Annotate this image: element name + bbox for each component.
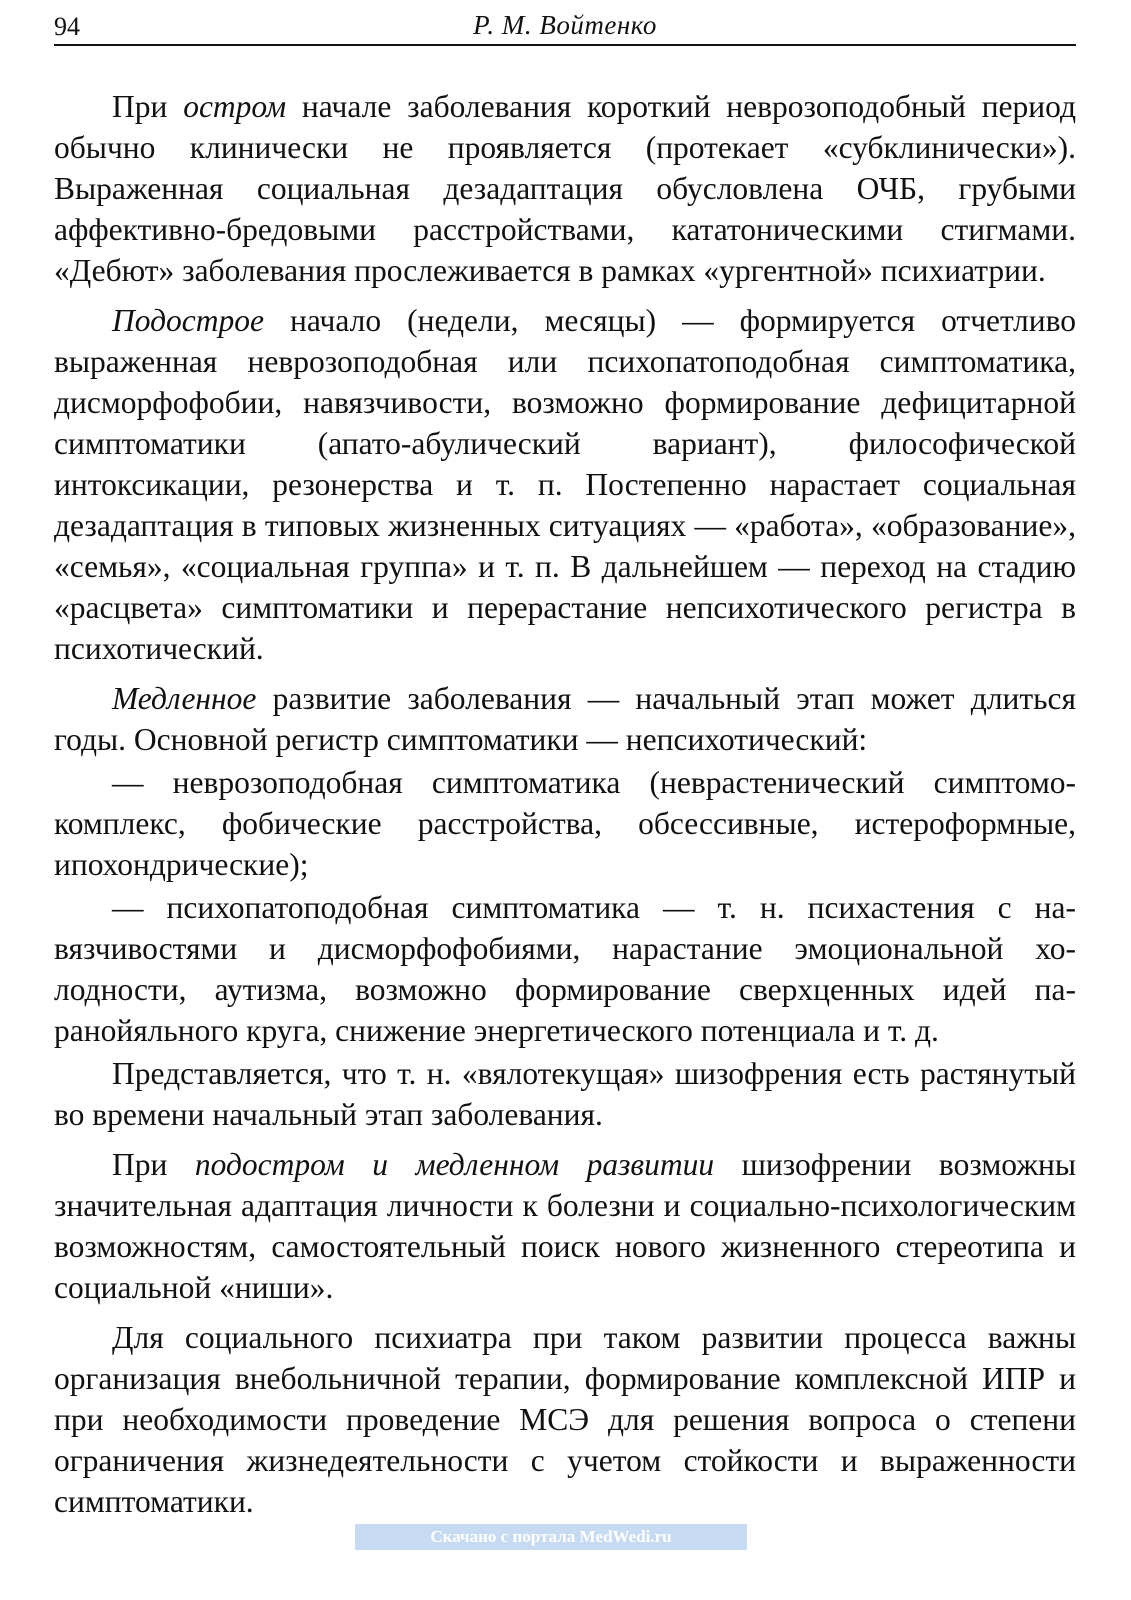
text-run: Для социального психиатра при таком развитии процесса важны организация внебольничной терапии, формирование комплексной ИПР и при необходимости проведение МСЭ для решения вопроса о степени ограничения жизнедеятельности с учетом стойкости и выраженности симптоматики. (54, 1320, 1076, 1519)
text-run: — психопатоподобная симптоматика — т. н. психастения с навязчивостями и дисморфофобиями, нарастание эмоциональной холодности, аутизма, возможно формирование сверхценных идей паранойяльного круга, снижение энергетического потенциала и т. д. (54, 890, 1076, 1048)
book-page (54, 0, 1076, 1600)
paragraph (54, 762, 1076, 885)
text-run: — неврозоподобная симптоматика (неврастенический симптомокомплекс, фобические расстройства, обсессивные, истероформные, ипохондрические); (54, 765, 1076, 882)
italic-term: Медленное (112, 681, 257, 716)
text-run: При (112, 89, 184, 124)
watermark: Скачано с портала MedWedi.ru (355, 1524, 747, 1550)
text-run: При (112, 1147, 195, 1182)
text-run: начало (недели, месяцы) — формируется отчетливо выраженная неврозоподобная или психопатоподобная симптоматика, дисморфофобии, навязчивости, возможно формирование дефицитарной симптоматики (апато-абулический вариант), философической интоксикации, резонерства и т. п. Постепенно нарастает социальная дезадаптация в типовых жизненных ситуациях — «работа», «образование», «семья», «социальная группа» и т. п. В дальнейшем — переход на стадию «расцвета» симптоматики и перерастание непсихотического регистра в психотический. (54, 303, 1076, 666)
running-head (54, 8, 1076, 46)
italic-term: подостром и медленном развитии (194, 1147, 715, 1182)
paragraph (54, 86, 1076, 291)
text-run: Представляется, что т. н. «вялотекущая» шизофрения есть растянутый во времени начальный этап заболевания. (54, 1056, 1076, 1132)
paragraph (54, 300, 1076, 669)
italic-term: остром (183, 89, 287, 124)
text-run: начале заболевания короткий неврозоподобный период обычно клинически не проявляется (протекает «субклинически»). Выраженная социальная дезадаптация обусловлена ОЧБ, грубыми аффективно-бредовыми расстройствами, кататоническими стигмами. «Дебют» заболевания прослеживается в рамках «ургентной» психиатрии. (54, 89, 1077, 288)
paragraph (54, 1053, 1076, 1135)
text-run: шизофрении возможны значительная адаптация личности к болезни и социально-психологическим возможностям, самостоятельный поиск нового жизненного стереотипа и социальной «ниши». (54, 1147, 1076, 1305)
page-number: 94 (54, 12, 80, 41)
body-text (54, 86, 1076, 1522)
running-title-author: Р. М. Войтенко (473, 10, 657, 40)
text-run: развитие заболевания — начальный этап может длиться годы. Основной регистр симптоматики — непсихотический: (54, 681, 1076, 757)
paragraph (54, 1144, 1076, 1308)
paragraph (54, 887, 1076, 1051)
italic-term: Подострое (112, 303, 264, 338)
paragraph (54, 1317, 1076, 1522)
paragraph (54, 678, 1076, 760)
